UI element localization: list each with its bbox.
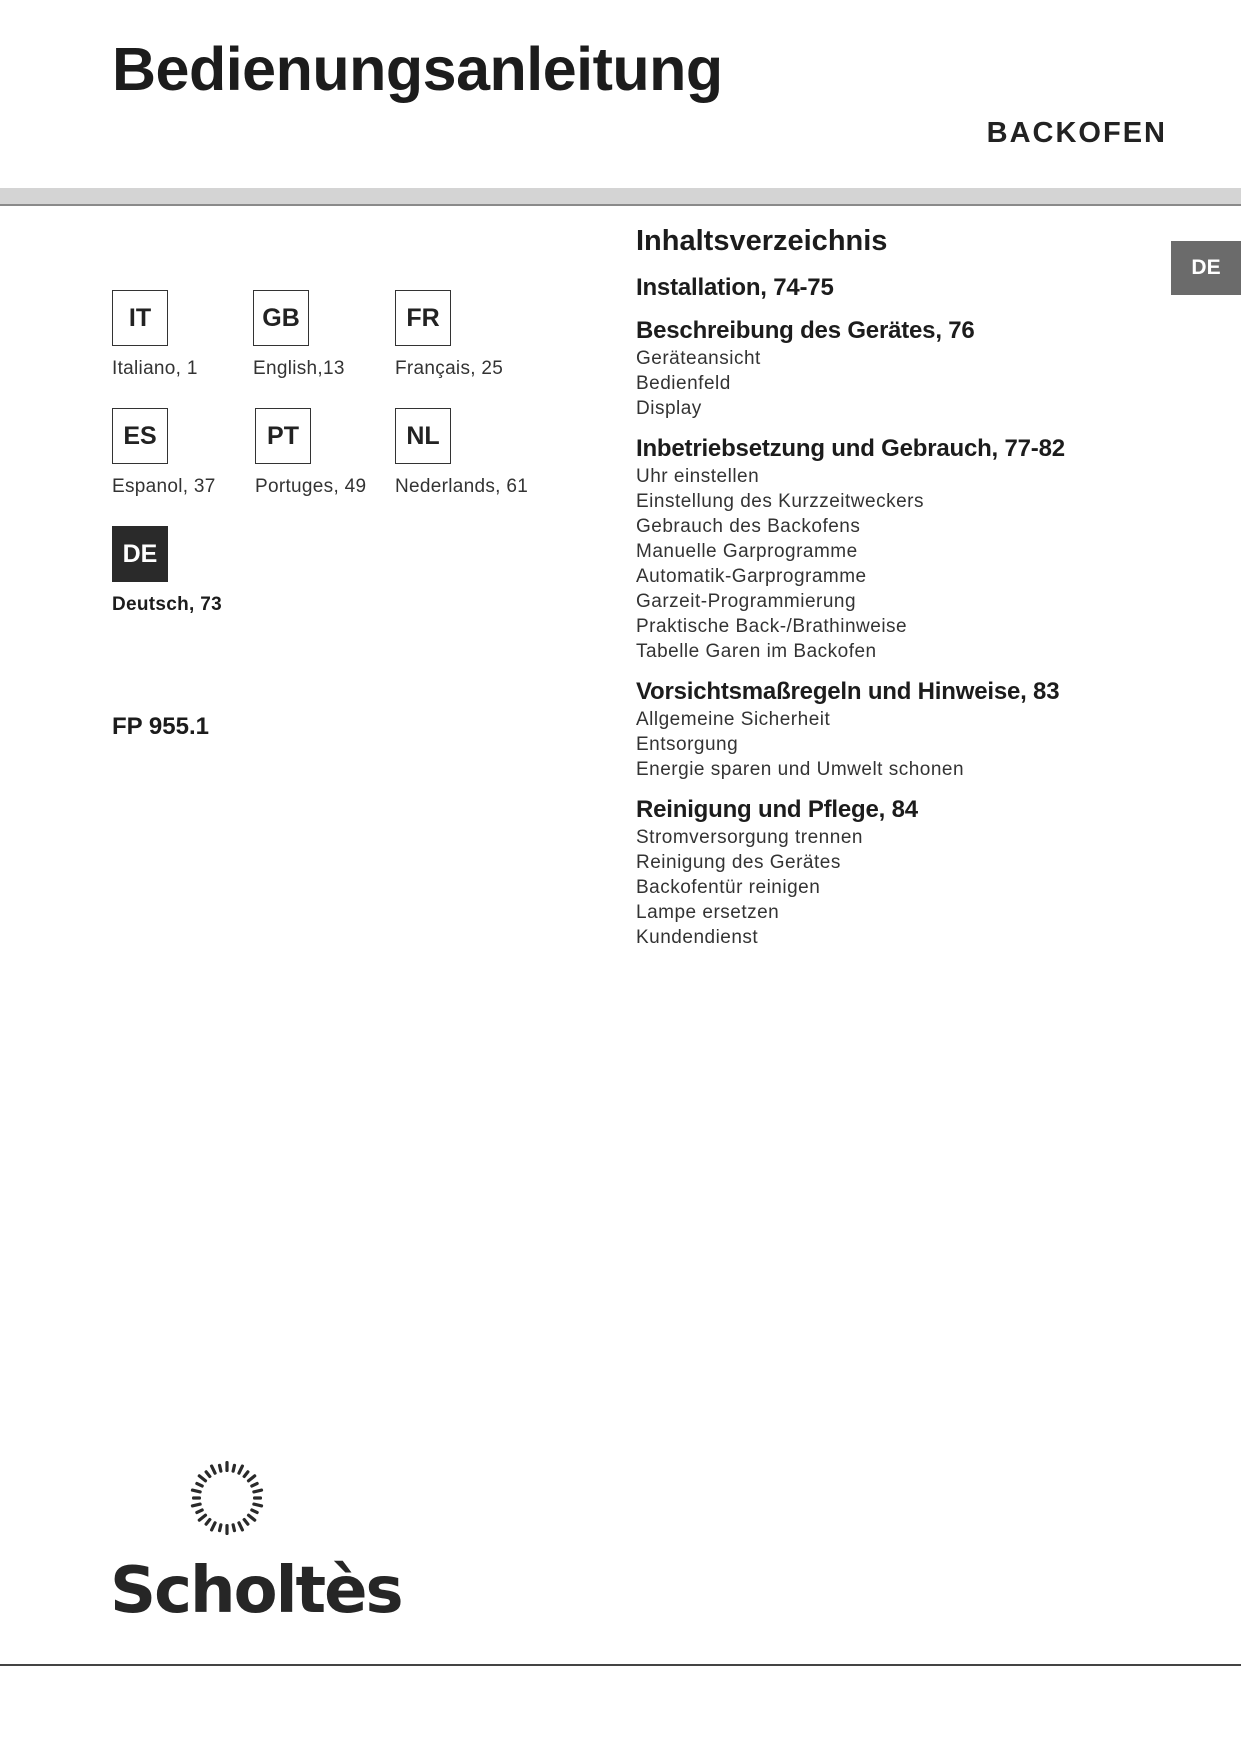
logo-ray [191,1488,202,1494]
logo-ray [218,1523,223,1532]
logo-ray [192,1496,201,1499]
logo-ray [242,1517,250,1526]
language-code-box: PT [255,408,311,464]
language-code-box: ES [112,408,168,464]
document-subtitle: BACKOFEN [986,117,1167,149]
toc-section [636,794,1156,950]
logo-ray [197,1513,208,1522]
language-entry-nl[interactable] [395,408,530,498]
logo-ray [246,1513,257,1522]
logo-ray [195,1508,204,1515]
logo-ray [250,1508,259,1515]
logo-ray [237,1521,245,1532]
language-code-box: GB [253,290,309,346]
toc-item[interactable]: Einstellung des Kurzzeitweckers [636,491,924,512]
toc-item[interactable]: Geräteansicht [636,348,761,369]
toc-item[interactable]: Entsorgung [636,734,739,755]
toc-item[interactable]: Backofentür reinigen [636,877,821,898]
toc-item[interactable]: Lampe ersetzen [636,902,780,923]
logo-ray [225,1524,228,1535]
logo-ray [204,1470,212,1479]
logo-ray [210,1464,218,1475]
language-code-box: IT [112,290,168,346]
language-entry-es[interactable] [112,408,247,498]
toc-heading[interactable]: Inbetriebsetzung und Gebrauch, 77-82 [636,435,1065,462]
logo-ray [218,1464,223,1473]
language-entry-gb[interactable] [253,290,388,380]
toc-item[interactable]: Reinigung des Gerätes [636,852,841,873]
logo-ray [204,1517,212,1526]
toc-item[interactable]: Allgemeine Sicherheit [636,709,831,730]
table-of-contents [636,225,1156,962]
language-entry-fr[interactable] [395,290,530,380]
toc-item[interactable]: Gebrauch des Backofens [636,516,861,537]
toc-section [636,272,1156,303]
logo-ray [191,1502,202,1508]
toc-item[interactable]: Stromversorgung trennen [636,827,863,848]
logo-ray [252,1502,263,1508]
language-label: Portuges, 49 [255,476,367,497]
footer-divider [0,1664,1241,1666]
toc-item[interactable]: Automatik-Garprogramme [636,566,867,587]
toc-heading[interactable]: Installation, 74-75 [636,274,834,301]
logo-ray [253,1496,262,1499]
language-label: Italiano, 1 [112,358,198,379]
language-entry-pt[interactable] [255,408,390,498]
language-index [112,290,572,630]
model-number: FP 955.1 [112,713,209,740]
toc-item[interactable]: Garzeit-Programmierung [636,591,857,612]
logo-ray [195,1481,204,1488]
toc-section [636,433,1156,664]
toc-heading[interactable]: Vorsichtsmaßregeln und Hinweise, 83 [636,678,1060,705]
language-label: English,13 [253,358,345,379]
brand-name: Scholtès [110,1554,402,1628]
document-title: Bedienungsanleitung [112,35,723,103]
brand-logo [110,1452,402,1628]
language-label: Espanol, 37 [112,476,216,497]
toc-item[interactable]: Display [636,398,702,419]
toc-item[interactable]: Energie sparen und Umwelt schonen [636,759,965,780]
header-divider-bar [0,188,1241,206]
logo-ray [197,1474,208,1483]
toc-section [636,315,1156,421]
language-tab: DE [1171,241,1241,295]
language-label: Deutsch, 73 [112,594,222,615]
sunburst-logo-icon [182,1452,272,1547]
logo-ray [246,1474,257,1483]
toc-title: Inhaltsverzeichnis [636,225,888,257]
toc-item[interactable]: Kundendienst [636,927,759,948]
language-code-box: NL [395,408,451,464]
logo-ray [252,1488,263,1494]
toc-heading[interactable]: Beschreibung des Gerätes, 76 [636,317,975,344]
toc-section [636,676,1156,782]
language-label: Français, 25 [395,358,504,379]
language-entry-it[interactable] [112,290,247,380]
logo-ray [231,1464,236,1473]
language-code-box: DE [112,526,168,582]
toc-item[interactable]: Manuelle Garprogramme [636,541,858,562]
toc-item[interactable]: Uhr einstellen [636,466,760,487]
language-entry-de[interactable] [112,526,247,616]
logo-ray [225,1461,228,1472]
logo-ray [237,1464,245,1475]
toc-heading[interactable]: Reinigung und Pflege, 84 [636,796,918,823]
language-label: Nederlands, 61 [395,476,529,497]
logo-ray [210,1521,218,1532]
toc-item[interactable]: Bedienfeld [636,373,731,394]
toc-item[interactable]: Tabelle Garen im Backofen [636,641,877,662]
logo-ray [242,1470,250,1479]
language-code-box: FR [395,290,451,346]
toc-item[interactable]: Praktische Back-/Brathinweise [636,616,908,637]
logo-ray [231,1523,236,1532]
logo-ray [250,1481,259,1488]
